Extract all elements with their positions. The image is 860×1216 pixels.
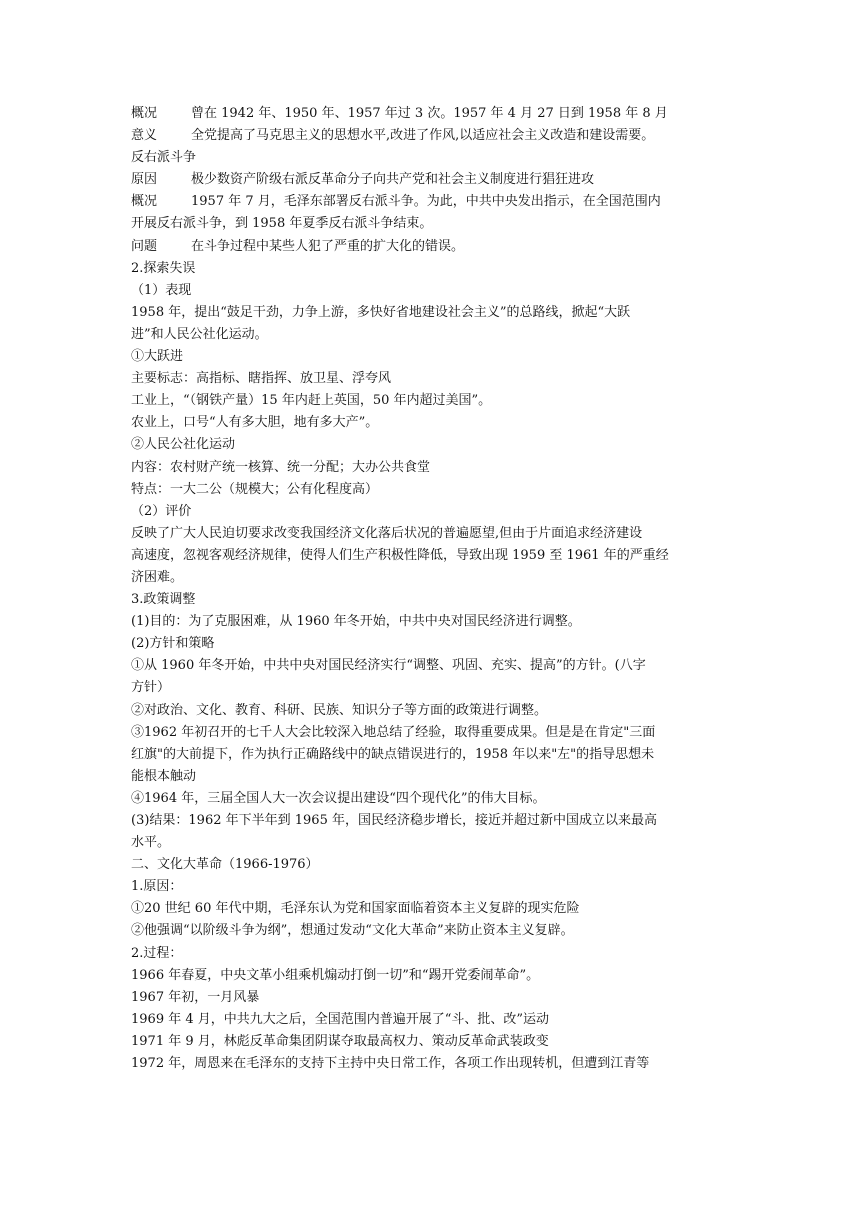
line-text: 1972 年，周恩来在毛泽东的支持下主持中央日常工作，各项工作出现转机，但遭到江青等 [131, 1056, 650, 1072]
text-line [131, 700, 731, 722]
text-line [131, 213, 731, 235]
text-line [131, 832, 731, 854]
line-text: 曾在 1942 年、1950 年、1957 年过 3 次。1957 年 4 月 27 日到 1958 年 8 月 [191, 106, 668, 121]
text-line [131, 302, 731, 324]
text-line [131, 987, 731, 1009]
text-line [131, 236, 731, 258]
line-text: 1971 年 9 月，林彪反革命集团阴谋夺取最高权力、策动反革命武装政变 [131, 1033, 549, 1049]
line-text: (1)目的：为了克服困难，从 1960 年冬开始，中共中央对国民经济进行调整。 [131, 614, 581, 630]
text-line [131, 434, 731, 456]
line-text: 开展反右派斗争，到 1958 年夏季反右派斗争结束。 [131, 216, 433, 232]
text-line [131, 965, 731, 987]
text-line [131, 125, 731, 147]
text-line [131, 788, 731, 810]
line-text: （2）评价 [131, 503, 192, 519]
line-text: 极少数资产阶级右派反革命分子向共产党和社会主义制度进行猖狂进攻 [191, 172, 595, 188]
line-text: 1.原因： [131, 879, 183, 895]
line-label: 问题 [131, 238, 158, 254]
text-line [131, 258, 731, 280]
text-line [131, 169, 731, 191]
line-label: 概况 [131, 106, 158, 121]
text-line [131, 479, 731, 501]
line-text: 进”和人民公社化运动。 [131, 326, 268, 342]
line-text: ②他强调“以阶级斗争为纲”，想通过发动“文化大革命”来防止资本主义复辟。 [131, 923, 574, 939]
line-text: 1969 年 4 月，中共九大之后，全国范围内普遍开展了“斗、批、改”运动 [131, 1011, 550, 1027]
line-text: 反映了广大人民迫切要求改变我国经济文化落后状况的普遍愿望,但由于片面追求经济建设 [131, 525, 643, 541]
text-line [131, 1009, 731, 1031]
line-text: ①大跃进 [131, 349, 184, 365]
text-line [131, 324, 731, 346]
line-text: 2.过程： [131, 945, 183, 961]
text-line [131, 501, 731, 523]
text-line [131, 368, 731, 390]
text-line [131, 1053, 731, 1075]
line-text: 反右派斗争 [131, 150, 197, 166]
line-label: 概况 [131, 194, 158, 210]
line-text: 工业上，“（钢铁产量）15 年内赶上英国，50 年内超过美国”。 [131, 393, 492, 409]
line-text: 二、文化大革命（1966-1976） [131, 857, 319, 873]
text-line [131, 766, 731, 788]
text-line [131, 1031, 731, 1053]
line-text: (3)结果：1962 年下半年到 1965 年，国民经济稳步增长，接近并超过新中国成立以来最高 [131, 813, 657, 828]
line-text: 能根本触动 [131, 768, 197, 784]
line-text: 红旗"的大前提下，作为执行正确路线中的缺点错误进行的，1958 年以来"左"的指导思想未 [131, 746, 655, 762]
line-text: 在斗争过程中某些人犯了严重的扩大化的错误。 [191, 238, 465, 254]
text-line [131, 412, 731, 434]
line-label: 意义 [131, 128, 158, 144]
line-text: 特点：一大二公（规模大；公有化程度高） [131, 481, 379, 497]
text-line [131, 876, 731, 898]
text-line [131, 457, 731, 479]
text-line [131, 103, 731, 125]
line-text: 1967 年初，一月风暴 [131, 989, 260, 1005]
text-line [131, 633, 731, 655]
line-text: 主要标志：高指标、瞎指挥、放卫星、浮夸风 [131, 371, 392, 387]
text-line [131, 280, 731, 302]
line-text: 1958 年，提出“鼓足干劲，力争上游，多快好省地建设社会主义”的总路线，掀起“大跃 [131, 304, 631, 320]
line-text: ①从 1960 年冬开始，中共中央对国民经济实行“调整、巩固、充实、提高”的方针。(八字 [131, 658, 646, 674]
text-line [131, 523, 731, 545]
text-line [131, 191, 731, 213]
text-line [131, 898, 731, 920]
text-line [131, 722, 731, 744]
line-text: 高速度，忽视客观经济规律，使得人们生产积极性降低，导致出现 1959 至 1961 年的严重经 [131, 547, 669, 563]
line-text: 全党提高了马克思主义的思想水平,改进了作风,以适应社会主义改造和建设需要。 [191, 128, 655, 144]
line-text: 内容：农村财产统一核算、统一分配；大办公共食堂 [131, 459, 431, 475]
text-line [131, 810, 731, 832]
text-line [131, 545, 731, 567]
text-line [131, 854, 731, 876]
text-line [131, 147, 731, 169]
line-text: 1966 年春夏，中央文革小组乘机煽动打倒一切”和“踢开党委闹革命”。 [131, 967, 540, 983]
line-text: 农业上，口号“人有多大胆，地有多大产”。 [131, 415, 379, 431]
line-text: 2.探索失误 [131, 260, 196, 276]
line-text: 水平。 [131, 835, 171, 851]
text-line [131, 589, 731, 611]
text-line [131, 611, 731, 633]
line-text: ②对政治、文化、教育、科研、民族、知识分子等方面的政策进行调整。 [131, 702, 548, 718]
line-text: ③1962 年初召开的七千人大会比较深入地总结了经验，取得重要成果。但是是在肯定"三面 [131, 724, 656, 740]
line-text: ①20 世纪 60 年代中期，毛泽东认为党和国家面临着资本主义复辟的现实危险 [131, 901, 580, 917]
document-body [131, 103, 731, 1075]
text-line [131, 677, 731, 699]
text-line [131, 567, 731, 589]
text-line [131, 943, 731, 965]
line-text: 方针） [131, 680, 171, 696]
line-text: ④1964 年，三届全国人大一次会议提出建设“四个现代化”的伟大目标。 [131, 790, 546, 806]
text-line [131, 390, 731, 412]
line-text: （1）表现 [131, 282, 192, 298]
line-text: 3.政策调整 [131, 592, 196, 608]
line-text: (2)方针和策略 [131, 636, 215, 652]
text-line [131, 655, 731, 677]
text-line [131, 920, 731, 942]
line-label: 原因 [131, 172, 158, 188]
line-text: 济困难。 [131, 569, 184, 585]
line-text: 1957 年 7 月，毛泽东部署反右派斗争。为此，中共中央发出指示，在全国范围内 [191, 194, 661, 210]
text-line [131, 346, 731, 368]
line-text: ②人民公社化运动 [131, 437, 236, 453]
text-line [131, 744, 731, 766]
